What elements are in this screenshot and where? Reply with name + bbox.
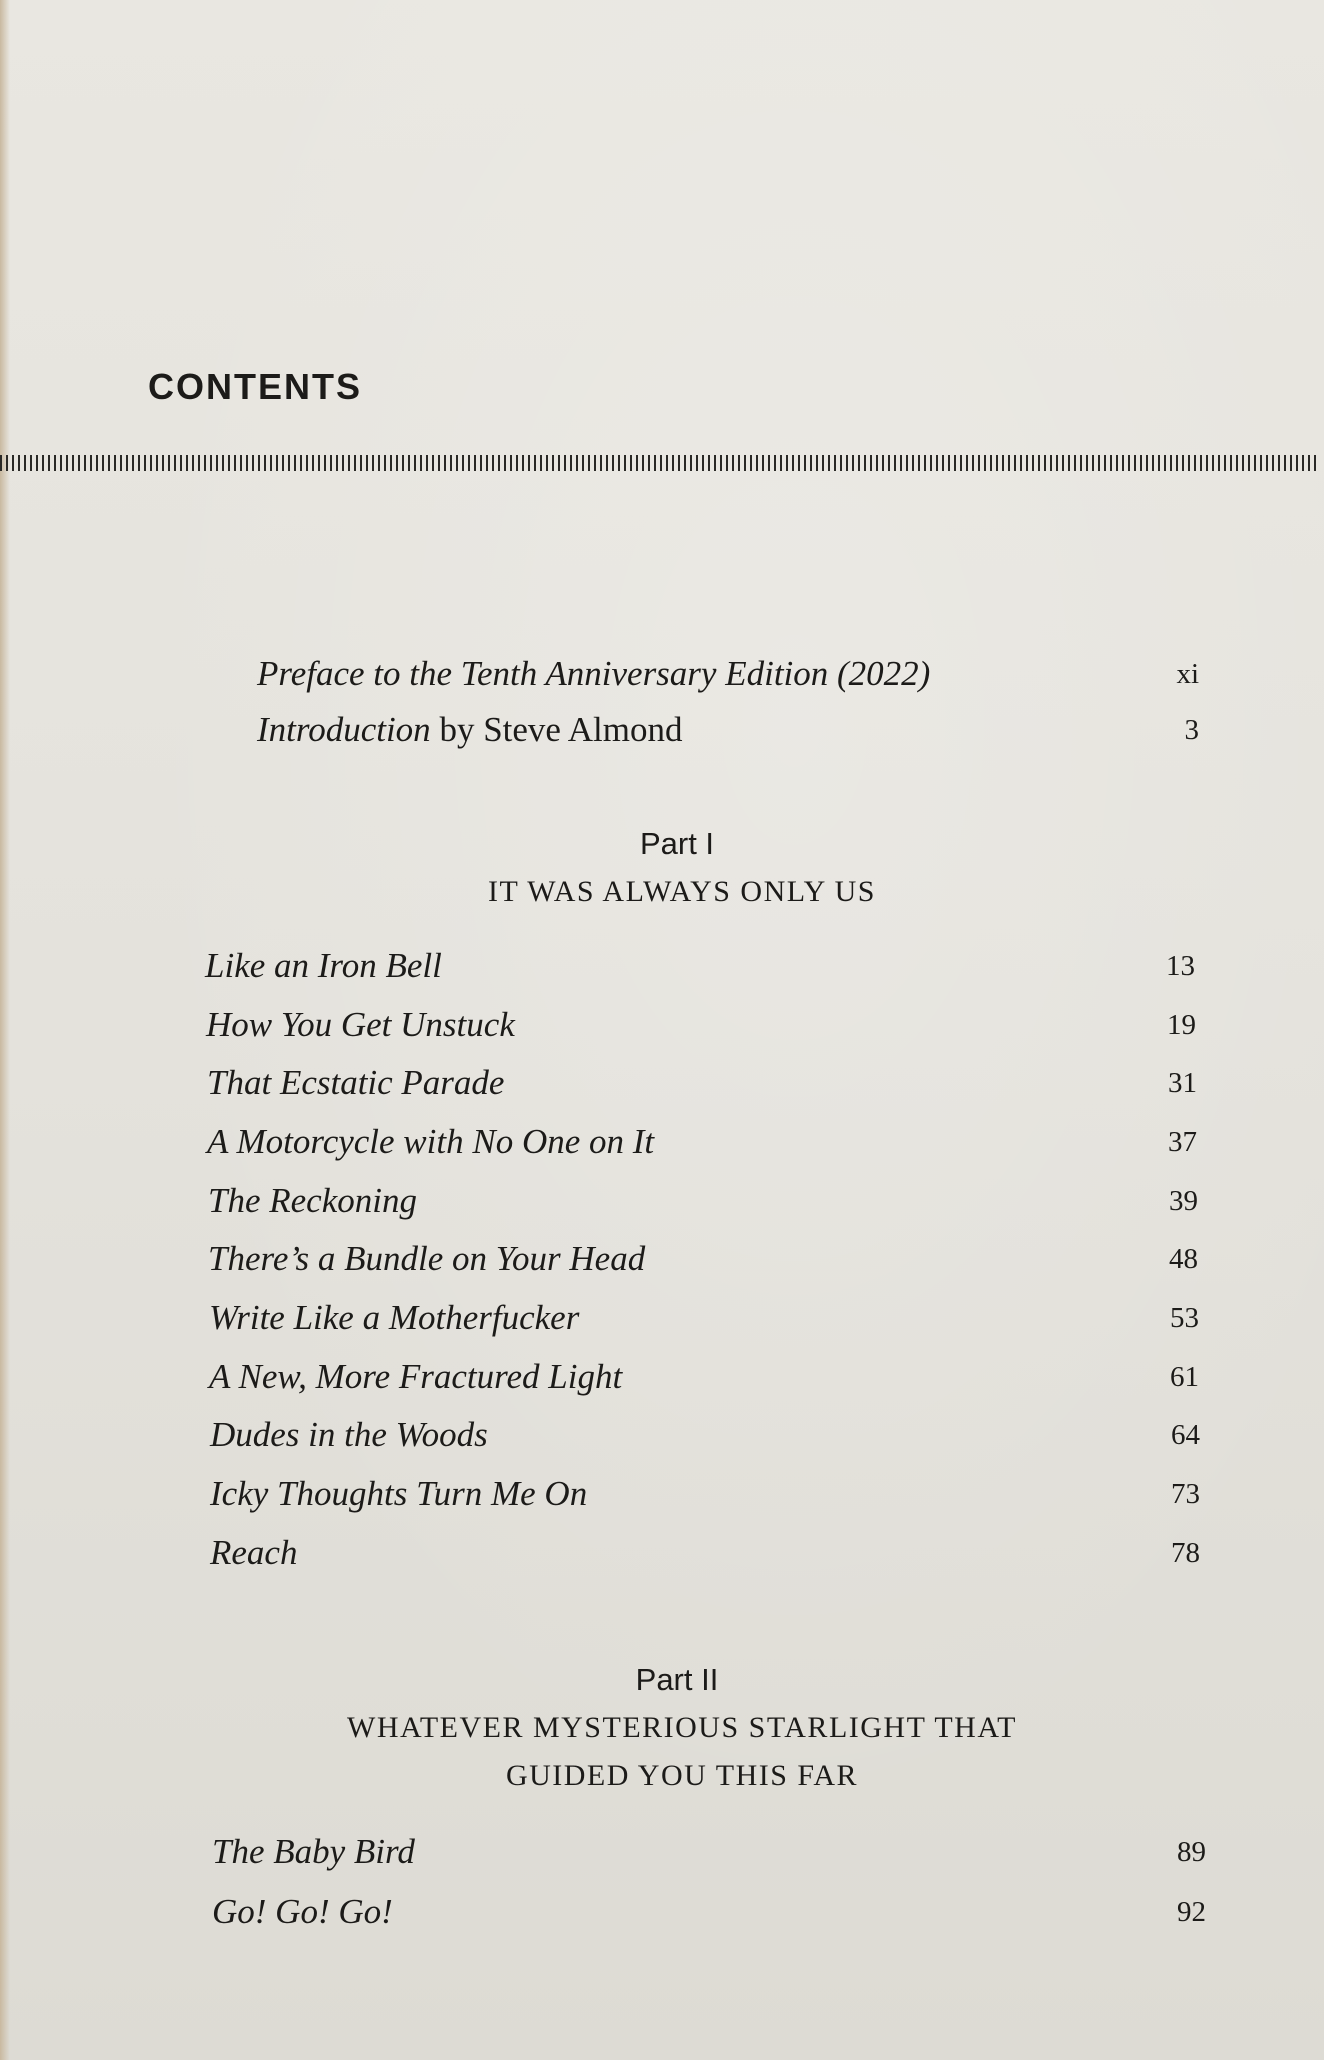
toc-entry-introduction <box>257 708 1199 752</box>
toc-entry-page: 61 <box>1170 1361 1199 1393</box>
toc-entry-page: 13 <box>1166 950 1195 982</box>
toc-entry-page: 48 <box>1169 1243 1198 1275</box>
toc-entry-title: Go! Go! Go! <box>212 1892 393 1931</box>
toc-entry-title: Icky Thoughts Turn Me On <box>210 1474 588 1513</box>
toc-entry <box>210 1531 1200 1575</box>
toc-entry <box>208 1237 1198 1281</box>
toc-entry-page: 89 <box>1177 1836 1206 1868</box>
toc-entry-title: Write Like a Motherfucker <box>209 1298 580 1337</box>
toc-entry-title <box>257 708 683 752</box>
toc-entry-page: 37 <box>1168 1126 1197 1158</box>
toc-entry-page: xi <box>1176 658 1199 690</box>
toc-entry-page: 92 <box>1177 1896 1206 1928</box>
toc-entry <box>209 1355 1199 1399</box>
toc-entry-page: 39 <box>1169 1185 1198 1217</box>
toc-entry <box>205 944 1195 988</box>
part-title-line-1: WHATEVER MYSTERIOUS STARLIGHT THAT <box>347 1711 1017 1744</box>
toc-entry <box>212 1830 1206 1874</box>
toc-entry <box>209 1296 1199 1340</box>
toc-entry-title: Reach <box>210 1533 298 1572</box>
part-label: Part II <box>635 1662 719 1697</box>
part-title: IT WAS ALWAYS ONLY US <box>488 875 876 908</box>
toc-entry <box>206 1003 1196 1047</box>
toc-entry-title-italic: Introduction <box>257 710 431 749</box>
contents-heading: CONTENTS <box>148 366 362 407</box>
toc-entry-title: The Reckoning <box>208 1181 417 1220</box>
toc-entry-page: 3 <box>1184 714 1199 746</box>
toc-entry-title: That Ecstatic Parade <box>207 1063 505 1102</box>
toc-entry-title: The Baby Bird <box>212 1832 415 1871</box>
part-title-line-2: GUIDED YOU THIS FAR <box>505 1759 859 1792</box>
toc-entry-title: There’s a Bundle on Your Head <box>208 1239 646 1278</box>
part-label: Part I <box>639 826 715 861</box>
toc-entry-title: How You Get Unstuck <box>206 1005 515 1044</box>
toc-entry-page: 19 <box>1167 1009 1196 1041</box>
toc-entry <box>207 1061 1197 1105</box>
toc-entry-page: 78 <box>1171 1537 1200 1569</box>
toc-entry <box>212 1890 1206 1934</box>
toc-entry <box>207 1120 1197 1164</box>
toc-entry <box>208 1179 1198 1223</box>
toc-entry <box>210 1413 1200 1457</box>
toc-entry <box>210 1472 1200 1516</box>
decorative-rule <box>0 455 1318 471</box>
toc-entry-title: A New, More Fractured Light <box>209 1357 623 1396</box>
toc-entry-preface <box>257 652 1199 696</box>
toc-entry-page: 73 <box>1171 1478 1200 1510</box>
toc-entry-title: Like an Iron Bell <box>205 946 442 985</box>
toc-entry-page: 31 <box>1168 1067 1197 1099</box>
toc-entry-title: A Motorcycle with No One on It <box>207 1122 655 1161</box>
toc-entry-title-plain: by Steve Almond <box>430 710 683 749</box>
toc-entry-title: Dudes in the Woods <box>210 1415 488 1454</box>
toc-entry-title: Preface to the Tenth Anniversary Edition (2022) <box>257 654 931 693</box>
toc-entry-page: 53 <box>1170 1302 1199 1334</box>
toc-entry-page: 64 <box>1171 1419 1200 1451</box>
